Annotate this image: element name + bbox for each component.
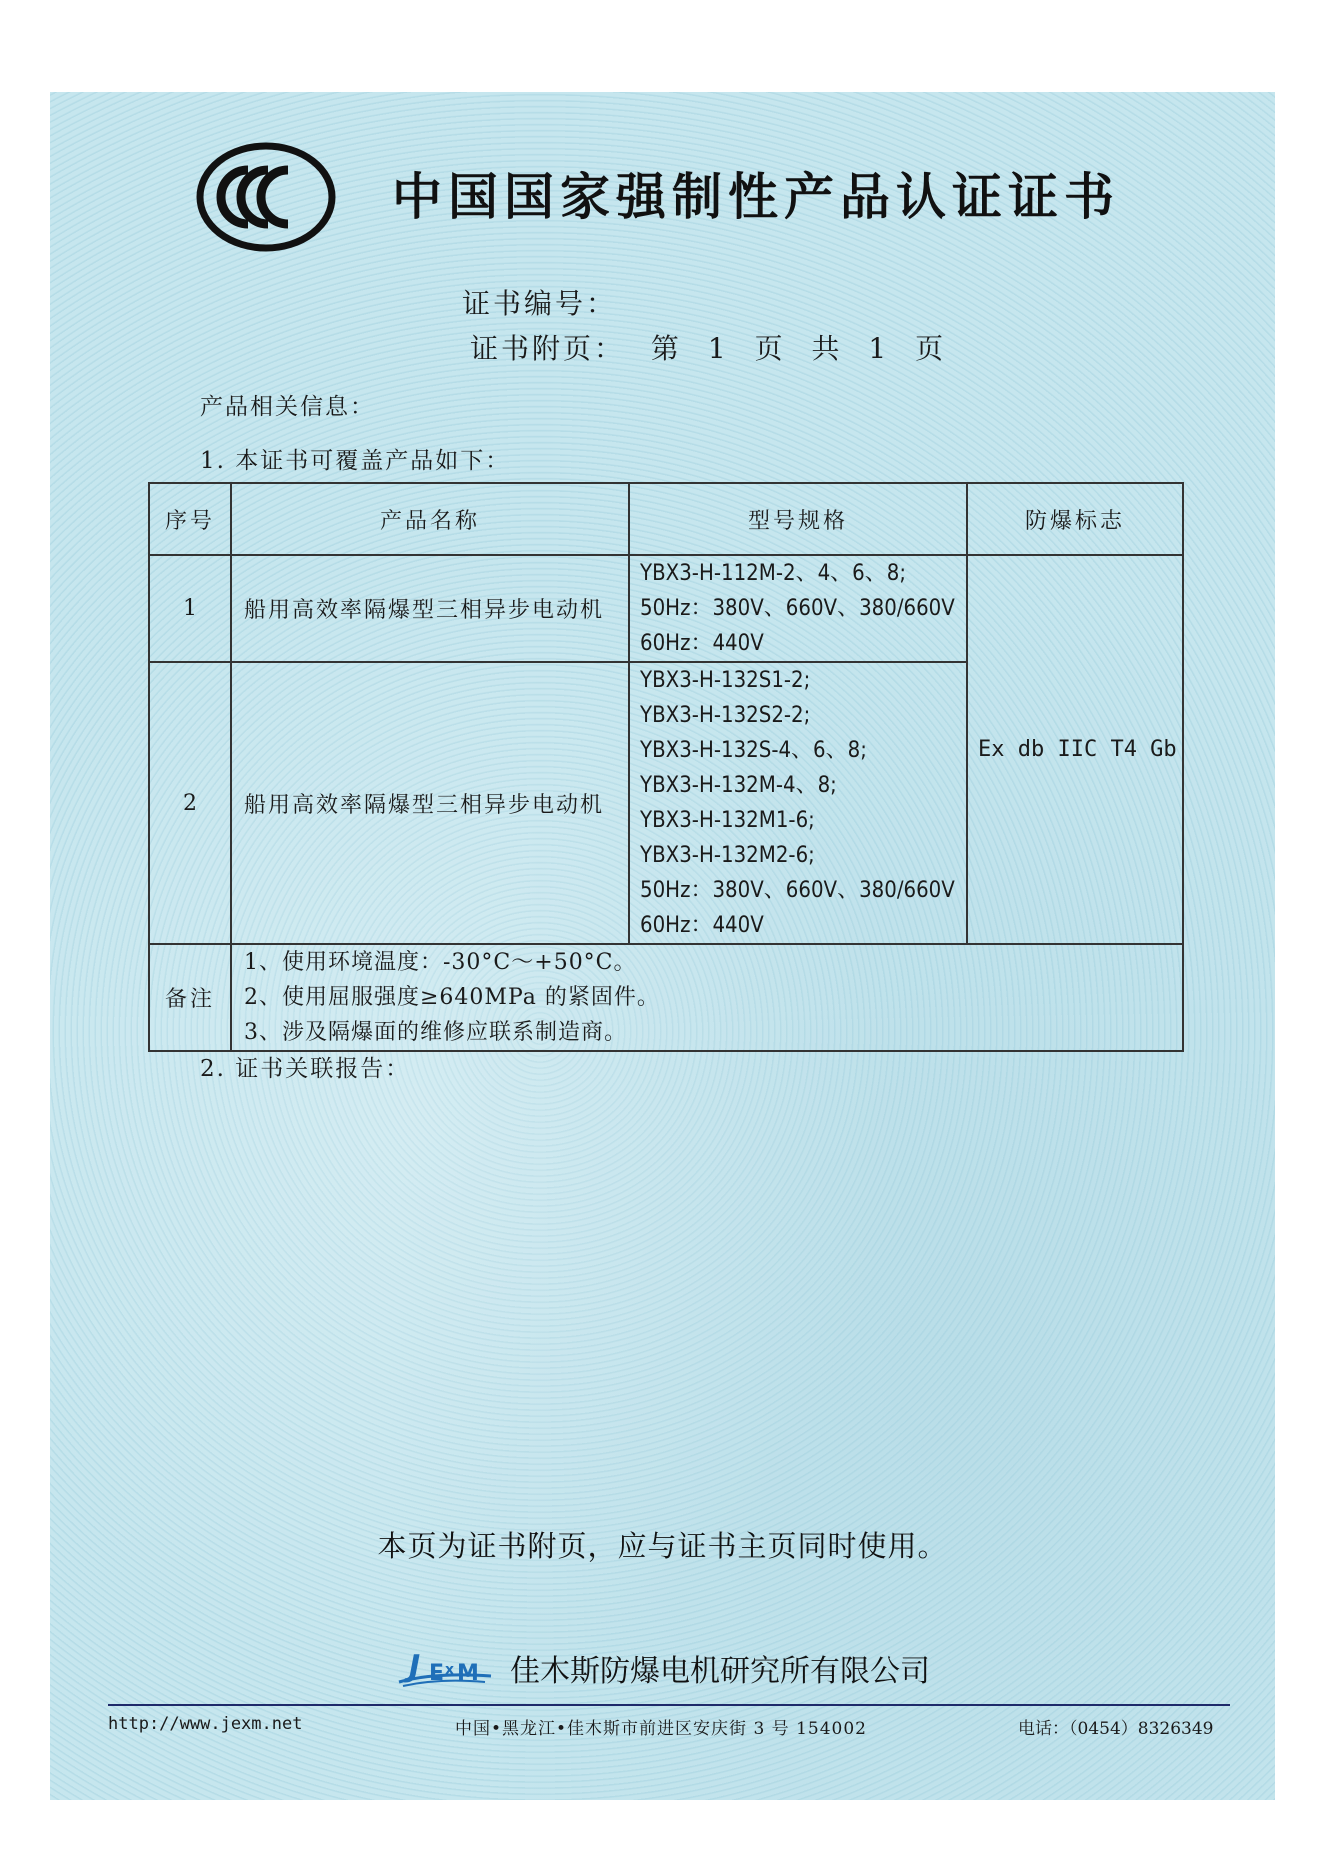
row-specs xyxy=(629,555,967,662)
certificate-sheet xyxy=(50,92,1275,1800)
spec-line: YBX3-H-132S1-2; xyxy=(640,668,811,693)
ccc-logo xyxy=(196,142,336,252)
page-word-di: 第 xyxy=(650,332,682,365)
section1-title: 1. 本证书可覆盖产品如下： xyxy=(200,448,511,474)
remarks-content xyxy=(231,944,1183,1051)
page-word-ye: 页 xyxy=(754,332,786,365)
page-current: 1 xyxy=(707,332,729,365)
remarks-label: 备注 xyxy=(149,944,231,1051)
footer-phone: 电话：（0454）8326349 xyxy=(1018,1719,1214,1739)
page-label: 证书附页： xyxy=(470,332,626,365)
certificate-page-info xyxy=(470,327,960,367)
section2-title: 2. 证书关联报告： xyxy=(200,1056,411,1082)
header-explosion-mark: 防爆标志 xyxy=(967,483,1183,555)
spec-line: 50Hz：380V、660V、380/660V xyxy=(640,878,955,903)
remark-line: 2、使用屈服强度≥640MPa 的紧固件。 xyxy=(244,985,660,1010)
page-title: 中国国家强制性产品认证证书 xyxy=(392,168,1120,226)
table-header-row xyxy=(149,483,1183,555)
table-row xyxy=(149,555,1183,662)
spec-line: 50Hz：380V、660V、380/660V xyxy=(640,596,955,621)
spec-line: 60Hz：440V xyxy=(640,913,764,938)
explosion-mark: Ex db IIC T4 Gb xyxy=(967,555,1183,944)
svg-text:M: M xyxy=(457,1661,479,1686)
company-name: 佳木斯防爆电机研究所有限公司 xyxy=(510,1654,930,1689)
header-model-spec: 型号规格 xyxy=(629,483,967,555)
svg-text:x: x xyxy=(445,1662,455,1678)
product-table xyxy=(148,482,1184,1052)
header-index: 序号 xyxy=(149,483,231,555)
row-specs xyxy=(629,662,967,944)
spec-line: YBX3-H-132M-4、8; xyxy=(640,773,837,798)
spec-line: YBX3-H-112M-2、4、6、8; xyxy=(640,561,907,586)
page-word-gong: 共 xyxy=(811,332,843,365)
svg-text:E: E xyxy=(429,1661,445,1686)
footer-url: http://www.jexm.net xyxy=(108,1714,303,1734)
remark-line: 1、使用环境温度：-30°C～+50°C。 xyxy=(244,950,637,975)
row-product-name: 船用高效率隔爆型三相异步电动机 xyxy=(231,555,629,662)
header-product-name: 产品名称 xyxy=(231,483,629,555)
spec-line: YBX3-H-132M1-6; xyxy=(640,808,815,833)
product-info-label: 产品相关信息： xyxy=(200,394,375,420)
spec-line: YBX3-H-132M2-6; xyxy=(640,843,815,868)
row-product-name: 船用高效率隔爆型三相异步电动机 xyxy=(231,662,629,944)
certificate-number-label: 证书编号： xyxy=(462,287,618,320)
page-total: 1 xyxy=(868,332,890,365)
footer-address: 中国•黑龙江•佳木斯市前进区安庆街 3 号 154002 xyxy=(455,1719,867,1739)
jexm-logo xyxy=(395,1642,495,1690)
page-word-ye2: 页 xyxy=(915,332,947,365)
spec-line: YBX3-H-132S-4、6、8; xyxy=(640,738,867,763)
footnote: 本页为证书附页，应与证书主页同时使用。 xyxy=(377,1529,948,1563)
remark-line: 3、涉及隔爆面的维修应联系制造商。 xyxy=(244,1020,627,1045)
spec-line: 60Hz：440V xyxy=(640,631,764,656)
svg-text:J: J xyxy=(409,1649,421,1684)
remarks-row xyxy=(149,944,1183,1051)
spec-line: YBX3-H-132S2-2; xyxy=(640,703,811,728)
row-index: 1 xyxy=(149,555,231,662)
footer-divider xyxy=(108,1704,1230,1706)
row-index: 2 xyxy=(149,662,231,944)
